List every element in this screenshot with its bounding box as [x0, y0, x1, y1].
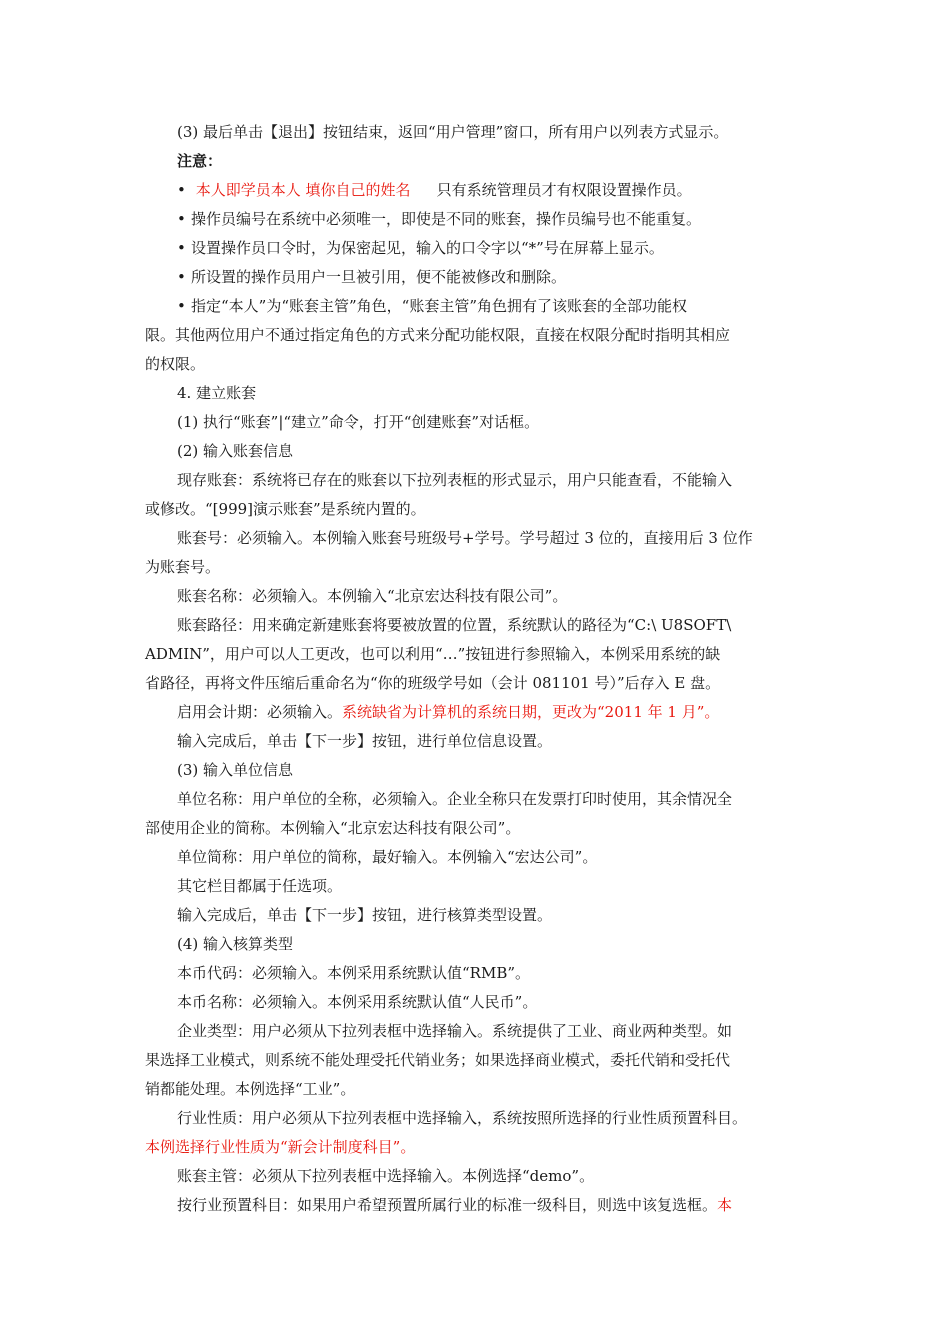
- currency-code: 本币代码：必须输入。本例采用系统默认值“RMB”。: [177, 964, 531, 982]
- preset-accounts: [145, 1191, 809, 1220]
- account-number-line-2: 为账套号。: [145, 558, 221, 576]
- bullet-item-2: [145, 205, 809, 234]
- step-1: (1) 执行“账套”|“建立”命令，打开“创建账套”对话框。: [177, 413, 540, 431]
- preset-accounts-text: 按行业预置科目：如果用户希望预置所属行业的标准一级科目，则选中该复选框。: [177, 1196, 718, 1214]
- bullet-5-line-2: 限。其他两位用户不通过指定角色的方式来分配功能权限，直接在权限分配时指明其相应: [145, 326, 731, 344]
- unit-name-line-1: 单位名称：用户单位的全称，必须输入。企业全称只在发票打印时使用，其余情况全: [177, 790, 733, 808]
- step-2: (2) 输入账套信息: [177, 442, 294, 460]
- start-period: [145, 698, 809, 727]
- bullet-item-1: [145, 176, 809, 205]
- industry-line-2: 本例选择行业性质为“新会计制度科目”。: [145, 1138, 416, 1156]
- account-path-line-3: 省路径，再将文件压缩后重命名为“你的班级学号如（会计 081101 号）”后存入 E 盘。: [145, 674, 721, 692]
- account-path-line-1: 账套路径：用来确定新建账套将要被放置的位置，系统默认的路径为“C:\ U8SOFT\: [177, 616, 732, 634]
- note-label: 注意：: [177, 152, 223, 170]
- bullet-3-text: 设置操作员口令时，为保密起见，输入的口令字以“*”号在屏幕上显示。: [191, 239, 664, 257]
- next-step-2: 输入完成后，单击【下一步】按钮，进行核算类型设置。: [177, 906, 553, 924]
- preset-accounts-red-text: 本: [717, 1196, 733, 1214]
- currency-name: 本币名称：必须输入。本例采用系统默认值“人民币”。: [177, 993, 538, 1011]
- enterprise-type-line-3: 销都能处理。本例选择“工业”。: [145, 1080, 356, 1098]
- account-path-line-2: ADMIN”，用户可以人工更改，也可以利用“…”按钮进行参照输入，本例采用系统的缺: [145, 645, 721, 663]
- account-manager: 账套主管：必须从下拉列表框中选择输入。本例选择“demo”。: [177, 1167, 595, 1185]
- bullet-item-4: [145, 263, 809, 292]
- unit-abbreviation: 单位简称：用户单位的简称，最好输入。本例输入“宏达公司”。: [177, 848, 598, 866]
- bullet-2-text: 操作员编号在系统中必须唯一，即使是不同的账套，操作员编号也不能重复。: [191, 210, 702, 228]
- bullet-1-red-text: 本人即学员本人 填你自己的姓名: [195, 181, 411, 199]
- bullet-item-5: [145, 292, 809, 321]
- other-fields: 其它栏目都属于任选项。: [177, 877, 343, 895]
- bullet-5-line-3: 的权限。: [145, 355, 206, 373]
- document-body: [145, 118, 809, 1220]
- bullet-5-text-line-1: 指定“本人”为“账套主管”角色，“账套主管”角色拥有了该账套的全部功能权: [191, 297, 688, 315]
- enterprise-type-line-2: 果选择工业模式，则系统不能处理受托代销业务；如果选择商业模式，委托代销和受托代: [145, 1051, 731, 1069]
- section-heading-4: 4. 建立账套: [177, 384, 257, 402]
- next-step-1: 输入完成后，单击【下一步】按钮，进行单位信息设置。: [177, 732, 553, 750]
- industry-line-1: 行业性质：用户必须从下拉列表框中选择输入，系统按照所选择的行业性质预置科目。: [177, 1109, 748, 1127]
- enterprise-type-line-1: 企业类型：用户必须从下拉列表框中选择输入。系统提供了工业、商业两种类型。如: [177, 1022, 733, 1040]
- start-period-red-text: 系统缺省为计算机的系统日期，更改为“2011 年 1 月”。: [342, 703, 720, 721]
- account-name: 账套名称：必须输入。本例输入“北京宏达科技有限公司”。: [177, 587, 568, 605]
- account-number-line-1: 账套号：必须输入。本例输入账套号班级号+学号。学号超过 3 位的，直接用后 3 位作: [177, 529, 753, 547]
- existing-accounts-line-2: 或修改。“[999]演示账套”是系统内置的。: [145, 500, 426, 518]
- bullet-item-3: [145, 234, 809, 263]
- step-3-exit: (3) 最后单击【退出】按钮结束，返回“用户管理”窗口，所有用户以列表方式显示。: [177, 123, 729, 141]
- bullet-4-text: 所设置的操作员用户一旦被引用，便不能被修改和删除。: [191, 268, 567, 286]
- start-period-text: 启用会计期：必须输入。: [177, 703, 343, 721]
- bullet-1-text: 只有系统管理员才有权限设置操作员。: [436, 181, 692, 199]
- step-4: (4) 输入核算类型: [177, 935, 294, 953]
- step-3: (3) 输入单位信息: [177, 761, 294, 779]
- unit-name-line-2: 部使用企业的简称。本例输入“北京宏达科技有限公司”。: [145, 819, 521, 837]
- existing-accounts-line-1: 现存账套：系统将已存在的账套以下拉列表框的形式显示，用户只能查看，不能输入: [177, 471, 733, 489]
